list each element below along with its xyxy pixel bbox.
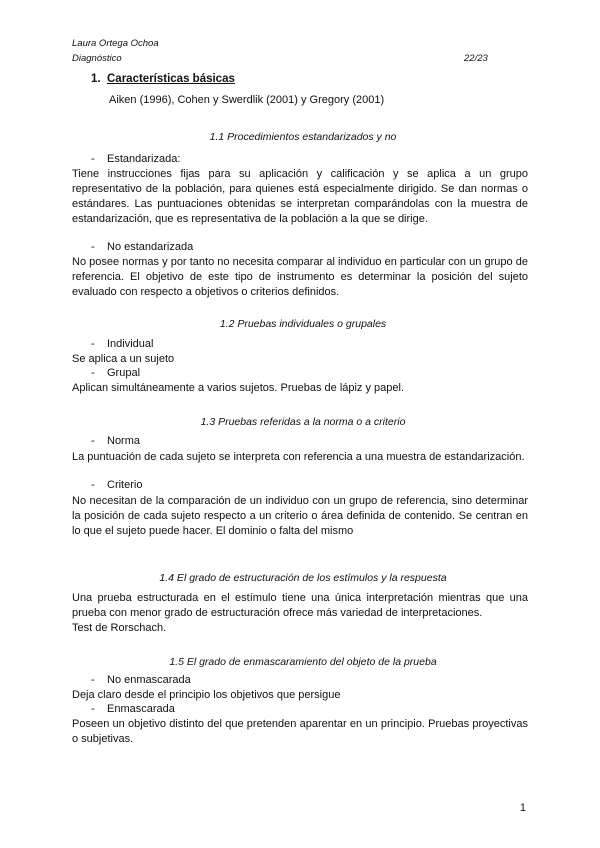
paragraph: Aplican simultáneamente a varios sujetos. Pruebas de lápiz y papel. — [72, 382, 405, 394]
header-author: Laura Ortega Ochoa — [72, 38, 159, 49]
list-item: - Grupal — [91, 367, 141, 379]
paragraph: Una prueba estructurada en el estímulo tiene una única interpretación mientras que una prueba con menor grado de estructuración ofrece más variedad de interpretaciones. — [72, 592, 528, 619]
section-heading: 1.5 El grado de enmascaramiento del objeto de la prueba — [169, 656, 437, 668]
paragraph: No posee normas y por tanto no necesita comparar al individuo en particular con un grupo de referencia. El objetivo de este tipo de instrumento es determinar la posición del sujeto evaluado con respecto a objetivos o criterios definidos. — [72, 256, 528, 298]
section-heading: 1.4 El grado de estructuración de los estímulos y la respuesta — [159, 572, 447, 584]
page-number: 1 — [519, 802, 526, 814]
list-item: - No estandarizada — [91, 241, 194, 253]
paragraph: La puntuación de cada sujeto se interpreta con referencia a una muestra de estandarización. — [72, 451, 525, 463]
header-subject: Diagnóstico — [72, 53, 122, 64]
section-heading: 1.1 Procedimientos estandarizados y no — [209, 131, 397, 143]
section-number: 1. — [91, 73, 101, 85]
list-item: - Enmascarada — [91, 703, 175, 715]
list-item: - Individual — [91, 338, 154, 350]
list-item: - Estandarizada: — [91, 153, 181, 165]
section-title-text: Características básicas — [107, 73, 235, 85]
list-item: - Norma — [91, 435, 141, 447]
list-item: - No enmascarada — [91, 674, 191, 686]
list-item: - Criterio — [91, 479, 143, 491]
paragraph: No necesitan de la comparación de un individuo con un grupo de referencia, sino determinar la posición de cada sujeto respecto a un criterio o área definida de contenido. Se centran en lo que el sujeto puede hacer. El dominio o falta del mismo — [72, 495, 528, 537]
paragraph: Se aplica a un sujeto — [72, 353, 175, 365]
example-line: Test de Rorschach. — [72, 622, 167, 634]
references: Aiken (1996), Cohen y Swerdlik (2001) y Gregory (2001) — [109, 94, 385, 106]
header-year: 22/23 — [464, 53, 488, 64]
section-heading: 1.3 Pruebas referidas a la norma o a criterio — [200, 416, 406, 428]
paragraph: Tiene instrucciones fijas para su aplicación y calificación y se aplica a un grupo representativo de la población, para quienes está especialmente dirigido. Se dan normas o estándares. Las puntuaciones obtenidas se interpretan comparándolas con la muestra de estandarización, que es representativa de la población a la que se dirige. — [72, 168, 528, 225]
section-title — [91, 73, 235, 85]
paragraph: Poseen un objetivo distinto del que pretenden aparentar en un principio. Pruebas proyectivas o subjetivas. — [72, 718, 528, 745]
paragraph: Deja claro desde el principio los objetivos que persigue — [72, 689, 341, 701]
section-heading: 1.2 Pruebas individuales o grupales — [219, 318, 387, 330]
